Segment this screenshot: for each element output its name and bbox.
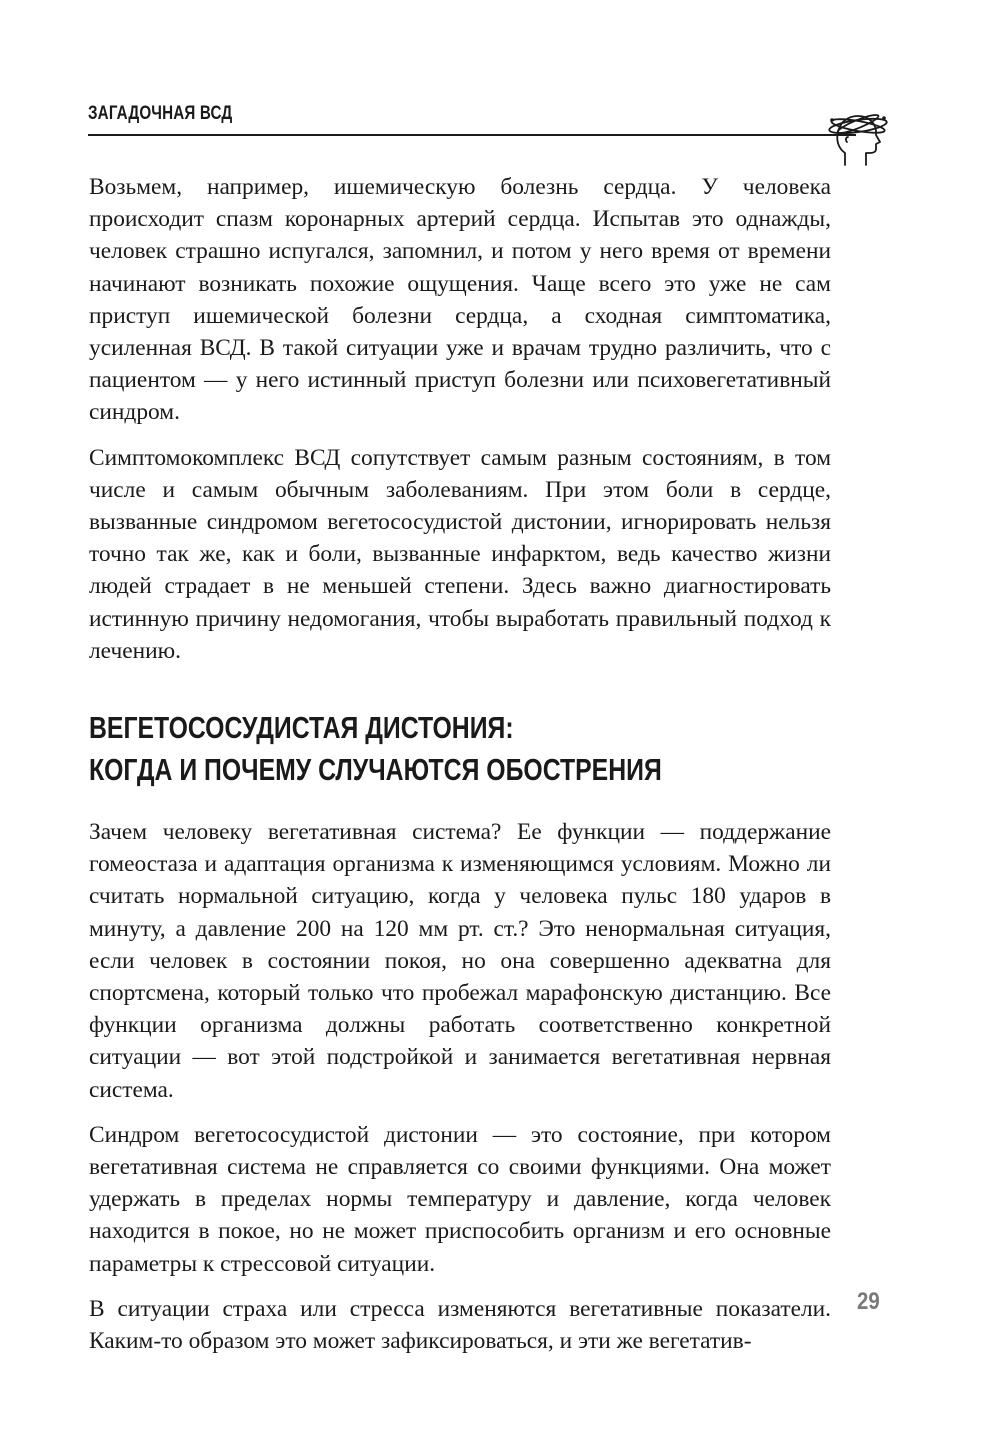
section-heading-line: КОГДА И ПОЧЕМУ СЛУЧАЮТСЯ ОБОСТРЕНИЯ (89, 752, 662, 788)
body-paragraph: В ситуации страха или стресса изменяются вегетативные показатели. Каким-то образом это может зафиксироваться, и эти же вегетатив- (89, 1295, 831, 1355)
section-heading (89, 707, 831, 791)
body-paragraph: Зачем человеку вегетативная система? Ее функции — поддержание гомеостаза и адаптация организма к изменяющимся условиям. Можно ли считать нормальной ситуацию, когда у человека пульс 180 ударов в минуту, а давление 200 на 120 мм рт. ст.? Это ненормальная ситуация, если человек в состоянии покоя, но она совершенно адекватна для спортсмена, который только что пробежал марафонскую дистанцию. Все функции организма должны работать соответственно конкретной ситуации — вот этой подстройкой и занимается вегетативная нервная система. (89, 819, 831, 1103)
body-paragraph: Возьмем, например, ишемическую болезнь сердца. У человека происходит спазм коронарных артерий сердца. Испытав это однажды, человек страшно испугался, запомнил, и потом у него время от времени начинают возникать похожие ощущения. Чаще всего это уже не сам приступ ишемической болезни сердца, а сходная симптоматика, усиленная ВСД. В такой ситуации уже и врачам трудно различить, что с пациентом — у него истинный приступ болезни или психовегетативный синдром. (89, 174, 831, 426)
body-paragraph: Синдром вегетососудистой дистонии — это состояние, при котором вегетативная система не справляется со своими функциями. Она может удержать в пределах нормы температуру и давление, когда человек находится в покое, но не может приспособить организм и его основные параметры к стрессовой ситуации. (89, 1121, 831, 1277)
running-head: ЗАГАДОЧНАЯ ВСД (88, 103, 233, 124)
page-number: 29 (857, 1288, 880, 1315)
header-rule (88, 134, 856, 136)
head-with-orbits-icon (826, 107, 892, 167)
page-body (89, 171, 831, 1357)
body-paragraph: Симптомокомплекс ВСД сопутствует самым разным состояниям, в том числе и самым обычным заболеваниям. При этом боли в сердце, вызванные синдромом вегетососудистой дистонии, игнорировать нельзя точно так же, как и боли, вызванные инфарктом, ведь качество жизни людей страдает в не меньшей степени. Здесь важно диагностировать истинную причину недомогания, чтобы выработать правильный подход к лечению. (89, 444, 831, 664)
section-heading-line: ВЕГЕТОСОСУДИСТАЯ ДИСТОНИЯ: (89, 710, 514, 746)
